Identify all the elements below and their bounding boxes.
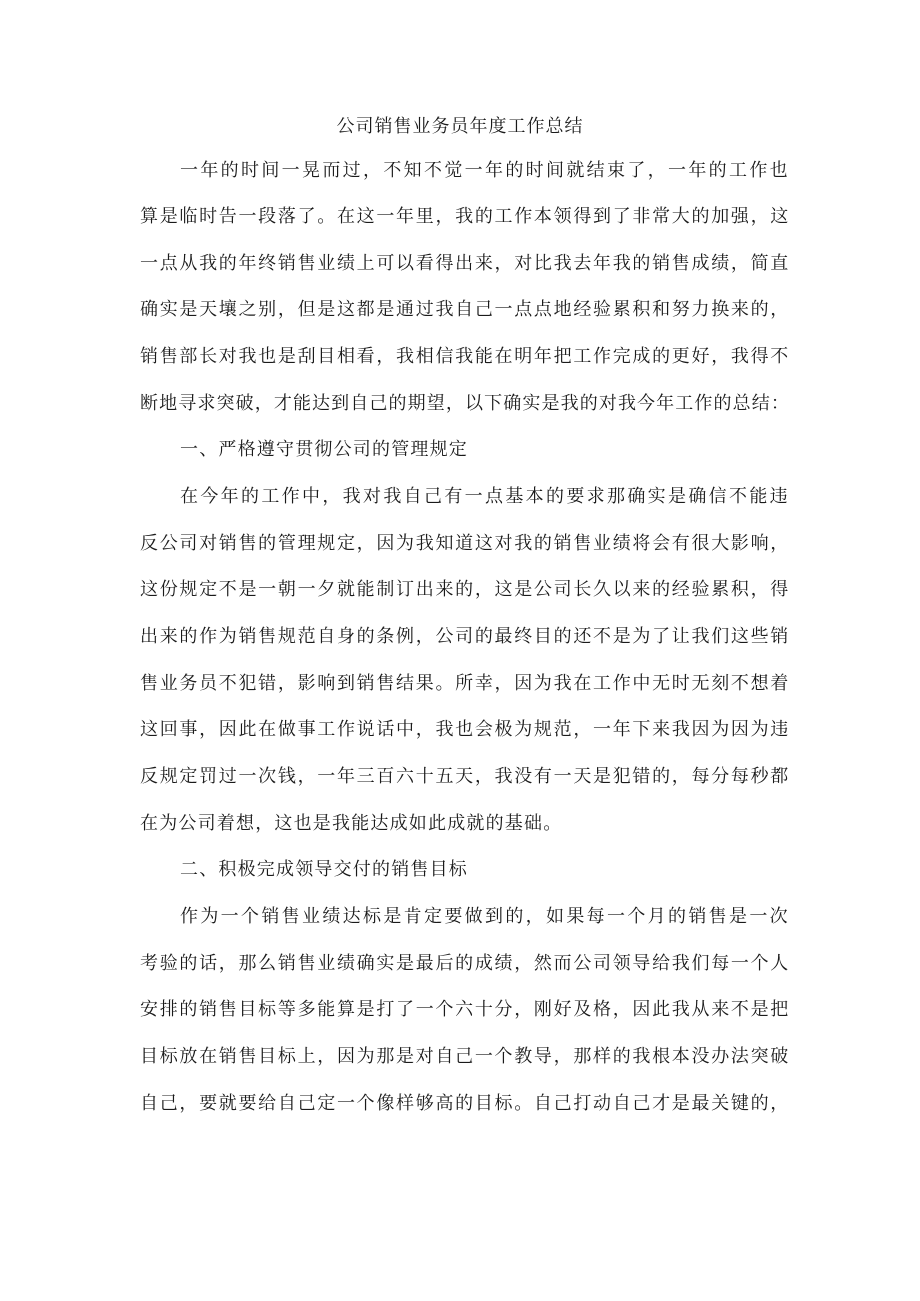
- paragraph-line: 自己，要就要给自己定一个像样够高的目标。自己打动自己才是最关键的，: [140, 1093, 790, 1114]
- paragraph-line: 断地寻求突破，才能达到自己的期望，以下确实是我的对我今年工作的总结：: [140, 393, 790, 414]
- paragraph-line: 销售部长对我也是刮目相看，我相信我能在明年把工作完成的更好，我得不: [140, 346, 790, 367]
- paragraph-line: 算是临时告一段落了。在这一年里，我的工作本领得到了非常大的加强，这: [140, 206, 790, 227]
- paragraph-line: 在今年的工作中，我对我自己有一点基本的要求那确实是确信不能违: [180, 486, 790, 507]
- paragraph-line: 出来的作为销售规范自身的条例，公司的最终目的还不是为了让我们这些销: [140, 626, 790, 647]
- paragraph-line: 这回事，因此在做事工作说话中，我也会极为规范，一年下来我因为因为违: [140, 719, 790, 740]
- document-title: 公司销售业务员年度工作总结: [336, 116, 584, 137]
- paragraph-line: 安排的销售目标等多能算是打了一个六十分，刚好及格，因此我从来不是把: [140, 999, 790, 1020]
- section-heading: 二、积极完成领导交付的销售目标: [180, 859, 468, 880]
- paragraph-line: 确实是天壤之别，但是这都是通过我自己一点点地经验累积和努力换来的，: [140, 299, 790, 320]
- paragraph-line: 售业务员不犯错，影响到销售结果。所幸，因为我在工作中无时无刻不想着: [140, 673, 790, 694]
- paragraph-line: 作为一个销售业绩达标是肯定要做到的，如果每一个月的销售是一次: [180, 906, 790, 927]
- paragraph-line: 一点从我的年终销售业绩上可以看得出来，对比我去年我的销售成绩，简直: [140, 253, 790, 274]
- paragraph-line: 在为公司着想，这也是我能达成如此成就的基础。: [140, 813, 563, 834]
- paragraph-line: 考验的话，那么销售业绩确实是最后的成绩，然而公司领导给我们每一个人: [140, 953, 790, 974]
- section-heading: 一、严格遵守贯彻公司的管理规定: [180, 439, 468, 460]
- paragraph-line: 一年的时间一晃而过，不知不觉一年的时间就结束了，一年的工作也: [180, 160, 790, 181]
- paragraph-line: 反公司对销售的管理规定，因为我知道这对我的销售业绩将会有很大影响，: [140, 533, 790, 554]
- paragraph-line: 这份规定不是一朝一夕就能制订出来的，这是公司长久以来的经验累积，得: [140, 579, 790, 600]
- paragraph-line: 目标放在销售目标上，因为那是对自己一个教导，那样的我根本没办法突破: [140, 1046, 790, 1067]
- paragraph-line: 反规定罚过一次钱，一年三百六十五天，我没有一天是犯错的，每分每秒都: [140, 766, 790, 787]
